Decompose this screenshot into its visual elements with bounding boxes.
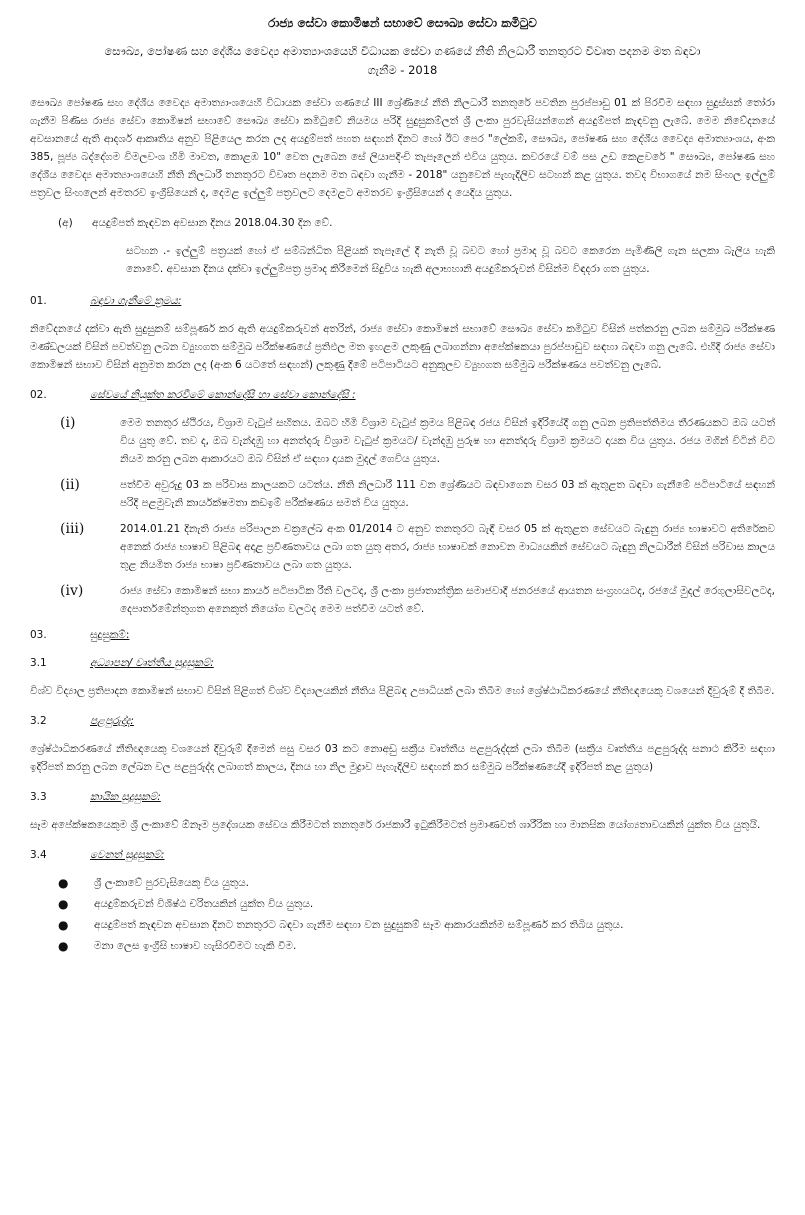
closing-date-label: (අ) [58, 217, 73, 229]
section-3-2-heading [30, 712, 775, 730]
section-3-1-body: විශ්ව විද්‍යාල ප්‍රතිපාදන කොමිෂන් සභාව විසින් පිළිගත් විශ්ව විද්‍යාලයකින් නීතිය පිළිබඳ උපාධියක් ලබා තිබීම හෝ ශ්‍රේෂ්ඨාධිකරණයේ නීතිඥයෙකු වශයෙන් දිවුරුම් දී තිබීම. [30, 685, 775, 697]
list-item [58, 937, 775, 955]
section-title: සුදුසුකම්: [90, 629, 130, 641]
section-3-3-body: සෑම අපේක්ෂකයෙකුම ශ්‍රී ලංකාවේ ඕනෑම ප්‍රදේශයක සේවය කිරීමටත් තනතුරේ රාජකාරී ඉටුකිරීමටත් ප්‍රමාණවත් ශාරීරික හා මානසික යෝග්‍යතාවයකින් යුක්ත විය යුතුයි. [30, 819, 761, 831]
section-3-4-heading [30, 846, 775, 864]
section-number: 01. [30, 295, 47, 307]
other-qualifications-list [58, 874, 775, 955]
condition-item [60, 476, 775, 512]
section-title: බඳවා ගැනීමේ ක්‍රමය: [90, 295, 182, 307]
section-01-body: නිවේදනයේ දක්වා ඇති සුදුසුකම් සම්පූර්ණ කර ඇති අයදුම්කරුවන් අතරින්, රාජ්‍ය සේවා කොමිෂන් සභාවේ සෞඛ්‍ය සේවා කමිටුව විසින් පත්කරනු ලබන සම්මුඛ පරීක්ෂණ මණ්ඩලයක් විසින් පවත්වනු ලබන ව්‍යුහගත සම්මුඛ පරීක්ෂණයේ ප්‍රතිඵල මත ඉහළම ලකුණු ලබාගන්නා අපේක්ෂකයා පුරප්පාඩුව සඳහා බඳවා ගනු ලැබේ. එහිදී රාජ්‍ය සේවා කොමිෂන් සභාව විසින් අනුමත කරන ලද (අංක 6 යටතේ සඳහන්) ලකුණු දීමේ පටිපාටියට අනුකූලව ව්‍යුහගත සම්මුඛ පරීක්ෂණය පවත්වනු ලැබේ. [30, 323, 775, 371]
section-number: 03. [30, 629, 47, 641]
condition-text: 2014.01.21 දිනැති රාජ්‍ය පරිපාලන චක්‍රලේඛ අංක 01/2014 ට අනුව තනතුරට බැඳී වසර 05 ක් ඇතුළත සේවයට බැඳුනු රාජ්‍ය භාෂාවට අතිරේකව අනෙක් රාජ්‍ය භාෂාව පිළිබඳ අදාළ ප්‍රවීණතාවය ලබා ගත යුතු අතර, රාජ්‍ය භාෂාවක් නොවන මාධ්‍යයකින් සේවයට බැඳුනු නිලධාරීන් විසින් පරිවාස කාලය තුළ නියමිත රාජ්‍ය භාෂා ප්‍රවීණතාවය ලබා ගත යුතුය. [120, 523, 775, 571]
intro-paragraph: සෞඛ්‍ය පෝෂණ සහ දේශීය වෛද්‍ය අමාත්‍යාංශයෙහි විධායක සේවා ගණයේ III ශ්‍රේණියේ නීති නිලධාරී තනතුරේ පවතින පුරප්පාඩු 01 ක් පිරවීම සඳහා සුදුස්සන් තෝරා ගැනීම පිණිස රාජ්‍ය සේවා කොමිෂන් සභාවේ සෞඛ්‍ය සේවා කමිටුවේ නියමය පරිදි සුදුසුකම්ලත් ශ්‍රී ලංකා පුරවැසියන්ගෙන් අයදුම්පත් කැඳවනු ලැබේ. මෙම නිවේදනයේ අවසානයේ ඇති ආදර්ශ ආකෘතිය අනුව පිළියෙල කරන ලද අයදුම්පත් පහත සඳහන් දිනට හෝ ඊට පෙර "ලේකම්, සෞඛ්‍ය, පෝෂණ සහ දේශීය වෛද්‍ය අමාත්‍යාංශය, අංක 385, පූජ්‍ය බද්දේගම විමලවංශ හිමි මාවත, කොළඹ 10" වෙත ලැබෙන සේ ලියාපදිංචි තැපෑලෙන් එවිය යුතුය. කවරයේ වම් පස උඩ කෙළවරේ " සෞඛ්‍ය, පෝෂණ සහ දේශීය වෛද්‍ය අමාත්‍යාංශයෙහි නීති නිලධාරී තනතුරට විවෘත පදනම මත බඳවා ගැනීම - 2018" යනුවෙන් පැහැදිලිව සටහන් කළ යුතුය. තවද විභාගයේ නම සිංහල ඉල්ලුම් පත්‍රවල සිංහලෙන් අමතරව ඉංග්‍රීසියෙන් ද, දෙමළ ඉල්ලුම් පත්‍රවලට දෙමළට අමතරව ඉංග්‍රීසියෙන් ද යෙදිය යුතුය. [30, 97, 775, 199]
list-item [58, 895, 775, 913]
condition-numeral: (iv) [60, 583, 84, 599]
section-number: 3.4 [30, 849, 47, 861]
bullet-icon: ● [58, 939, 69, 953]
section-title: සේවයේ නියුක්ත කරවීමේ කොන්දේසි හා සේවා කොන්දේසි : [90, 389, 356, 401]
closing-date-row [58, 214, 775, 232]
closing-note: සටහන .- ඉල්ලුම් පත්‍රයක් හෝ ඒ සම්බන්ධිත පිළියක් තැපෑලේ දී නැති වූ බවට හෝ ප්‍රමාද වූ බවට කෙරෙන පැමිණිලි ගැන සලකා බැලිය හැකි නොවේ. අවසාන දිනය දක්වා ඉල්ලුම්පත්‍ර ප්‍රමාද කිරීමෙන් සිදුවිය හැකි අලාභහානි අයදුම්කරුවන් විසින්ම විඳදරා ගත යුතුය. [126, 245, 775, 275]
condition-item [60, 582, 775, 618]
document-title: රාජ්‍ය සේවා කොමිෂන් සභාවේ සෞඛ්‍ය සේවා කමිටුව [268, 16, 537, 30]
section-01-heading [30, 292, 775, 310]
condition-text: මෙම තනතුර ස්ථිරය, විශ්‍රාම වැටුප් සහිතය. ඔබට හිමි විශ්‍රාම වැටුප් ක්‍රමය පිළිබඳ රජය විසින් ඉදිරියේදී ගනු ලබන ප්‍රතිපත්තිමය තීරණයකට ඔබ යටත් විය යුතු වේ. තව ද, ඔබ වැන්දඹු හා අනත්දරු විශ්‍රාම වැටුප් ක්‍රමයට/ වැන්දඹු පුරුෂ හා අනත්දරු විශ්‍රාම ක්‍රමයට දායක විය යුතුය. රජය මගින් විටින් විට නියම කරනු ලබන ආකාරයට ඔබ විසින් ඒ සඳහා දායක මුදල් ගෙවිය යුතුය. [120, 417, 775, 465]
bullet-icon: ● [58, 918, 69, 932]
document-subtitle: සෞඛ්‍ය, පෝෂණ සහ දේශීය වෛද්‍ය අමාත්‍යාංශයෙහි විධායක සේවා ගණයේ නීති නිලධාරී තනතුරට විවෘත පදනම මත බඳවා ගැනීම - 2018 [104, 44, 701, 77]
section-02-heading [30, 386, 775, 404]
section-03-heading [30, 626, 775, 644]
list-item-text: මනා ලෙස ඉංග්‍රීසි භාෂාව හැසිරවීමට හැකි වීම. [94, 940, 297, 952]
bullet-icon: ● [58, 876, 69, 890]
condition-item [60, 414, 775, 468]
section-title: කායික සුදුසුකම්: [90, 791, 161, 803]
section-number: 3.2 [30, 715, 47, 727]
section-number: 3.3 [30, 791, 47, 803]
condition-numeral: (iii) [60, 521, 85, 537]
bullet-icon: ● [58, 897, 69, 911]
condition-text: පත්වීම අවුරුදු 03 ක පරිවාස කාලයකට යටත්ය. නීති නිලධාරී 111 වන ශ්‍රේණියට බඳවාගෙන වසර 03 ක් ඇතුළත බඳවා ගැනීමේ පටිපාටියේ සඳහන් පරිදි පළමුවැනි කාර්යක්ෂමතා කඩඉම් පරීක්ෂණය සමත් විය යුතුය. [120, 479, 775, 509]
list-item [58, 916, 775, 934]
section-number: 02. [30, 389, 47, 401]
condition-numeral: (ii) [60, 477, 80, 493]
condition-numeral: (i) [60, 415, 76, 431]
closing-date-text: අයදුම්පත් කැඳවන අවසාන දිනය 2018.04.30 දින වේ. [92, 217, 333, 229]
section-3-1-heading [30, 654, 775, 672]
condition-item [60, 520, 775, 574]
list-item [58, 874, 775, 892]
list-item-text: ශ්‍රී ලංකාවේ පුරවැසියෙකු විය යුතුය. [94, 877, 249, 889]
section-title: වෙනත් සුදුසුකම්: [90, 849, 165, 861]
section-3-2-body: ශ්‍රේෂ්ඨාධිකරණයේ නීතිඥයෙකු වශයෙන් දිවුරුම් දීමෙන් පසු වසර 03 කට නොඅඩු සක්‍රීය වෘත්තීය පළපුරුද්දක් ලබා තිබීම (සක්‍රීය වෘත්තීය පළපුරුද්ද සනාථ කිරීම සඳහා ඉදිරිපත් කරනු ලබන ලේඛන වල පළපුරුද්ද ලබාගත් කාලය, දිනය හා නිල මුද්‍රාව පැහැදිලිව සඳහන් කර සම්මුඛ පරීක්ෂණයේදී ඉදිරිපත් කළ යුතුය) [30, 743, 775, 773]
section-title: අධ්‍යාපන/ වෘත්තීය සුදුසුකම්: [90, 657, 214, 669]
section-number: 3.1 [30, 657, 47, 669]
section-title: පළපුරුද්ද: [90, 715, 134, 727]
list-item-text: අයදුම්පත් කැඳවන අවසාන දිනට තනතුරට බඳවා ගැනීම සඳහා වන සුදුසුකම් සෑම ආකාරයකින්ම සම්පූර්ණ කර තිබිය යුතුය. [94, 919, 624, 931]
list-item-text: අයදුම්කරුවන් විශිෂ්ඨ චරිතයකින් යුක්ත විය යුතුය. [94, 898, 314, 910]
condition-text: රාජ්‍ය සේවා කොමිෂන් සභා කාර්ය පටිපාටික රීති වලටද, ශ්‍රී ලංකා ප්‍රජාතාන්ත්‍රික සමාජවාදී ජනරජයේ ආයතන සංග්‍රහයටද, රජයේ මුදල් රෙගුලාසිවලටද, දෙපාර්තමේන්තුගත අනෙකුත් නියෝග වලටද මෙම පත්වීම යටත් වේ. [120, 585, 775, 615]
section-3-3-heading [30, 788, 775, 806]
